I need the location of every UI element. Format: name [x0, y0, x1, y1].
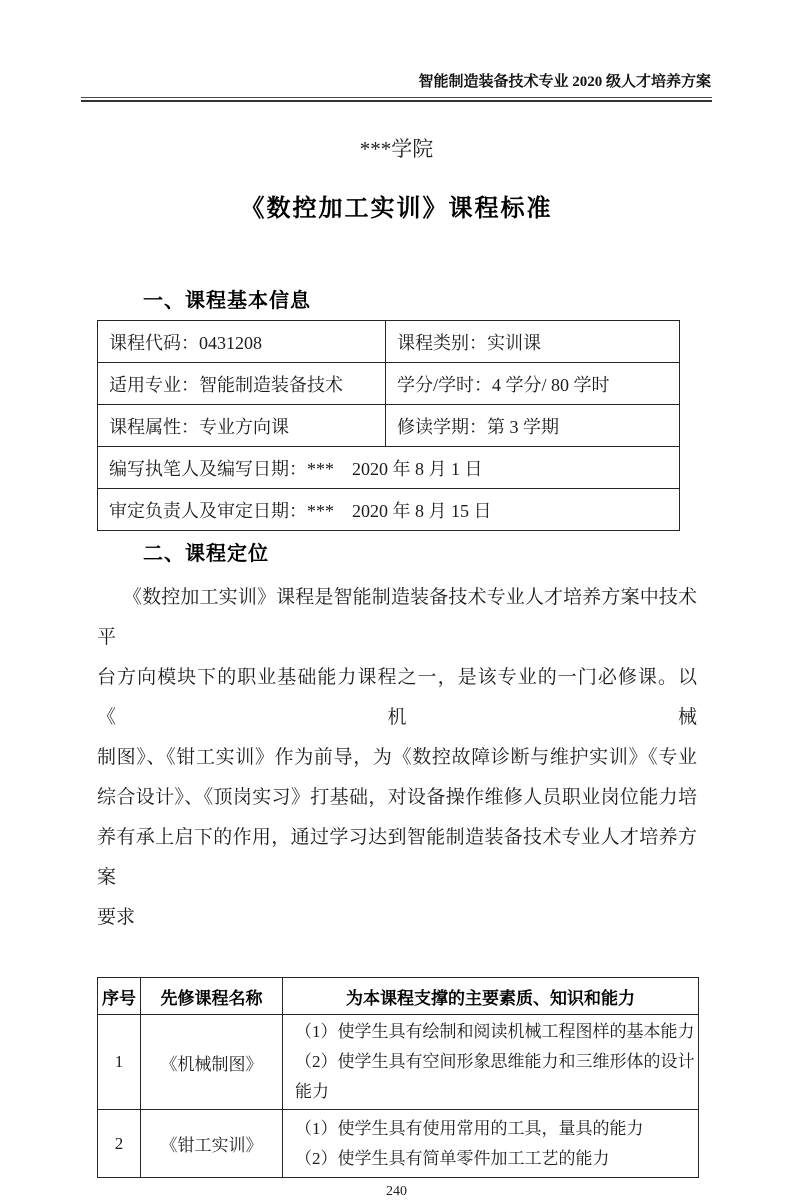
section-heading-course-position: 二、课程定位 [143, 543, 269, 565]
page-number: 240 [386, 1184, 407, 1199]
table-row [98, 1015, 699, 1110]
paragraph-line: 台方向模块下的职业基础能力课程之一，是该专业的一门必修课。以《机械 [97, 667, 697, 728]
paragraph-line: 养有承上启下的作用，通过学习达到智能制造装备技术专业人才培养方案 [97, 827, 697, 888]
school-title: ***学院 [359, 137, 434, 161]
table-row [98, 321, 680, 363]
header-rule-divider [81, 97, 712, 102]
header-seq-no: 序号 [98, 978, 141, 1015]
table-row [98, 405, 680, 447]
cell-reviewer-date: 审定负责人及审定日期：*** 2020 年 8 月 15 日 [98, 489, 680, 531]
table-row [98, 489, 680, 531]
table-row [98, 1110, 699, 1178]
ability-item: （2）使学生具有简单零件加工工艺的能力 [295, 1148, 610, 1168]
paragraph-line: 《数控加工实训》课程是智能制造装备技术专业人才培养方案中技术平 [97, 587, 697, 648]
course-position-paragraph [97, 578, 697, 938]
cell-course-name: 《钳工实训》 [141, 1110, 283, 1178]
cell-author-date: 编写执笔人及编写日期：*** 2020 年 8 月 1 日 [98, 447, 680, 489]
cell-course-attribute: 课程属性：专业方向课 [98, 405, 386, 447]
cell-abilities [283, 1015, 699, 1110]
basic-info-table [97, 320, 680, 531]
cell-credits-hours: 学分/学时：4 学分/ 80 学时 [386, 363, 680, 405]
table-row [98, 447, 680, 489]
ability-item: （2）使学生具有空间形象思维能力和三维形体的设计能力 [295, 1052, 695, 1101]
table-header-row [98, 978, 699, 1015]
paragraph-line: 要求 [97, 907, 136, 928]
header-supported-abilities: 为本课程支撑的主要素质、知识和能力 [283, 978, 699, 1015]
header-course-name: 先修课程名称 [141, 978, 283, 1015]
cell-seq-no: 1 [98, 1015, 141, 1110]
cell-course-code: 课程代码：0431208 [98, 321, 386, 363]
document-title: 《数控加工实训》课程标准 [240, 195, 553, 222]
cell-abilities [283, 1110, 699, 1178]
cell-course-category: 课程类别：实训课 [386, 321, 680, 363]
prerequisite-courses-table [97, 977, 699, 1178]
running-header: 智能制造装备技术专业 2020 级人才培养方案 [418, 74, 711, 90]
ability-item: （1）使学生具有使用常用的工具，量具的能力 [295, 1118, 644, 1138]
cell-seq-no: 2 [98, 1110, 141, 1178]
cell-course-name: 《机械制图》 [141, 1015, 283, 1110]
section-heading-basic-info: 一、课程基本信息 [143, 290, 311, 312]
paragraph-line: 制图》、《钳工实训》作为前导，为《数控故障诊断与维护实训》《专业 [97, 747, 697, 768]
table-row [98, 363, 680, 405]
cell-study-semester: 修读学期：第 3 学期 [386, 405, 680, 447]
ability-item: （1）使学生具有绘制和阅读机械工程图样的基本能力 [295, 1022, 695, 1041]
cell-applicable-major: 适用专业：智能制造装备技术 [98, 363, 386, 405]
paragraph-line: 综合设计》、《顶岗实习》打基础，对设备操作维修人员职业岗位能力培 [97, 787, 697, 808]
